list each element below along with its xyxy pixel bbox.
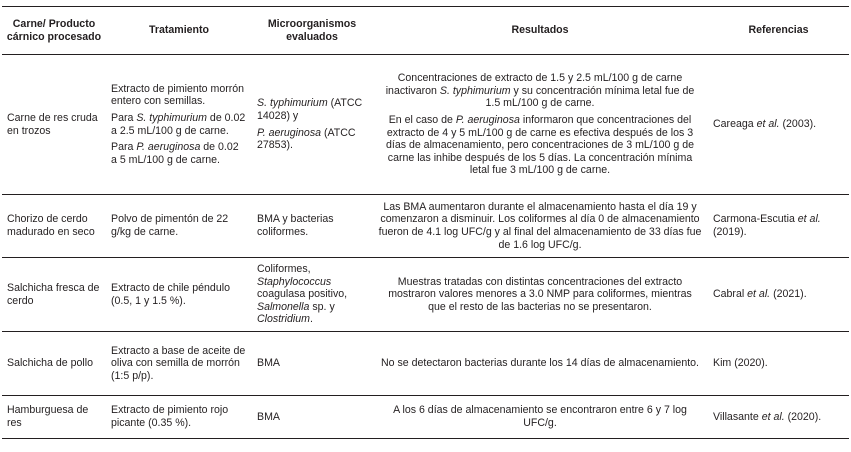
header-microorganismos: Microorganismos evaluados bbox=[267, 17, 357, 43]
cell-referencia: Cabral et al. (2021). bbox=[713, 288, 807, 301]
table-row bbox=[2, 332, 849, 396]
table-row bbox=[2, 258, 849, 332]
cell-microorganismos: BMA bbox=[257, 357, 280, 370]
cell-referencia: Carmona-Escutia et al. (2019). bbox=[713, 213, 821, 238]
cell-producto: Carne de res cruda en trozos bbox=[7, 111, 98, 137]
cell-resultados: Concentraciones de extracto de 1.5 y 2.5 mL/100 g de carne inactivaron S. typhimurium y su concentración mínima letal fue de 1.5 mL/100 g de carne. En el caso de P. aeruginosa informaron que concentraciones del extracto de 4 y 5 mL/100 g de carne es efectiva después de los 3 días de almacenamiento, pero concentraciones de 3 mL/100 g de carne las inhibe después de los 5 días. La concentración mínima letal fue 3 mL/100 g de carne. bbox=[385, 72, 695, 177]
table-header bbox=[2, 7, 849, 55]
cell-tratamiento: Extracto de pimiento rojo picante (0.35 %). bbox=[111, 404, 229, 429]
cell-resultados: No se detectaron bacterias durante los 14 días de almacenamiento. bbox=[380, 357, 699, 370]
cell-microorganismos: S. typhimurium (ATCC 14028) y P. aeruginosa (ATCC 27853). bbox=[257, 97, 363, 152]
table-row bbox=[2, 195, 849, 258]
header-resultados: Resultados bbox=[511, 24, 569, 37]
cell-microorganismos: BMA bbox=[257, 410, 280, 423]
cell-referencia: Careaga et al. (2003). bbox=[713, 118, 817, 131]
header-referencias: Referencias bbox=[748, 24, 809, 37]
cell-referencia: Villasante et al. (2020). bbox=[713, 410, 822, 423]
cell-resultados: A los 6 días de almacenamiento se encontraron entre 6 y 7 log UFC/g. bbox=[393, 404, 687, 429]
cell-tratamiento: Extracto de pimiento morrón entero con semillas. Para S. typhimurium de 0.02 a 2.5 mL/100 g de carne. Para P. aeruginosa de 0.02 a 5 mL/100 g de carne. bbox=[111, 82, 246, 166]
results-table bbox=[2, 6, 849, 439]
header-producto: Carne/ Producto cárnico procesado bbox=[6, 17, 102, 43]
cell-producto: Chorizo de cerdo madurado en seco bbox=[7, 213, 95, 238]
header-tratamiento: Tratamiento bbox=[148, 24, 210, 37]
cell-resultados: Las BMA aumentaron durante el almacenamiento hasta el día 19 y comenzaron a disminuir. Los coliformes al día 0 de almacenamiento fueron de 4.1 log UFC/g y al final del almacenamiento de 33 días fue de 1.6 log UFC/g. bbox=[378, 200, 702, 251]
cell-producto: Salchicha de pollo bbox=[7, 357, 93, 370]
cell-microorganismos: BMA y bacterias coliformes. bbox=[257, 213, 334, 238]
cell-referencia: Kim (2020). bbox=[713, 357, 768, 370]
table-row bbox=[2, 55, 849, 195]
cell-tratamiento: Polvo de pimentón de 22 g/kg de carne. bbox=[111, 213, 229, 238]
cell-microorganismos: Coliformes, Staphylococcus coagulasa positivo, Salmonella sp. y Clostridium. bbox=[257, 263, 348, 326]
cell-producto: Salchicha fresca de cerdo bbox=[7, 281, 100, 307]
table-row bbox=[2, 396, 849, 439]
cell-tratamiento: Extracto de chile péndulo (0.5, 1 y 1.5 %). bbox=[111, 281, 230, 307]
cell-producto: Hamburguesa de res bbox=[7, 404, 89, 429]
cell-tratamiento: Extracto a base de aceite de oliva con semilla de morrón (1:5 p/p). bbox=[111, 344, 246, 382]
cell-resultados: Muestras tratadas con distintas concentraciones del extracto mostraron valores menores a 3.0 NMP para coliformes, mientras que el resto de las bacterias no se presentaron. bbox=[388, 275, 692, 313]
